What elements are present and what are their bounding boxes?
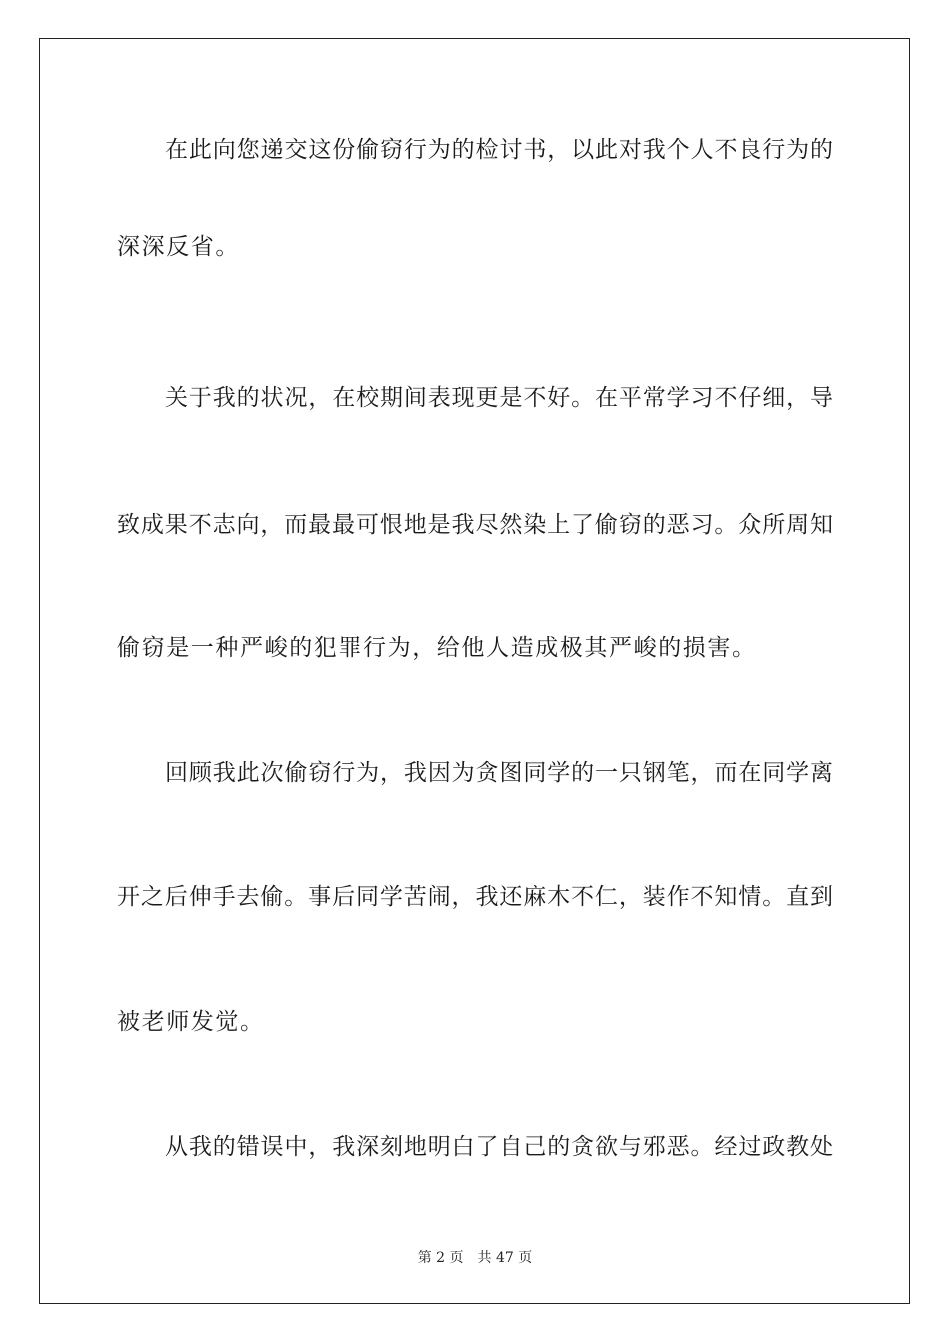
page-number: 第 2 页 bbox=[417, 1250, 464, 1266]
paragraph-3-line-2: 开之后伸手去偷。事后同学苦闹，我还麻木不仁，装作不知情。直到 bbox=[117, 884, 833, 910]
page-footer bbox=[0, 1247, 950, 1267]
paragraph-2-line-3: 偷窃是一种严峻的犯罪行为，给他人造成极其严峻的损害。 bbox=[117, 635, 757, 661]
paragraph-3-line-3: 被老师发觉。 bbox=[117, 1009, 265, 1035]
paragraph-4-line-1: 从我的错误中，我深刻地明白了自己的贪欲与邪恶。经过政教处 bbox=[165, 1134, 833, 1160]
paragraph-2-line-1: 关于我的状况，在校期间表现更是不好。在平常学习不仔细，导 bbox=[165, 385, 833, 411]
paragraph-2-line-2: 致成果不志向，而最最可恨地是我尽然染上了偷窃的恶习。众所周知 bbox=[117, 512, 833, 538]
paragraph-3-line-1: 回顾我此次偷窃行为，我因为贪图同学的一只钢笔，而在同学离 bbox=[165, 760, 833, 786]
page-total: 共 47 页 bbox=[477, 1250, 533, 1266]
page-border bbox=[39, 38, 910, 1304]
paragraph-1-line-1: 在此向您递交这份偷窃行为的检讨书，以此对我个人不良行为的 bbox=[165, 137, 833, 163]
paragraph-1-line-2: 深深反省。 bbox=[117, 234, 240, 260]
